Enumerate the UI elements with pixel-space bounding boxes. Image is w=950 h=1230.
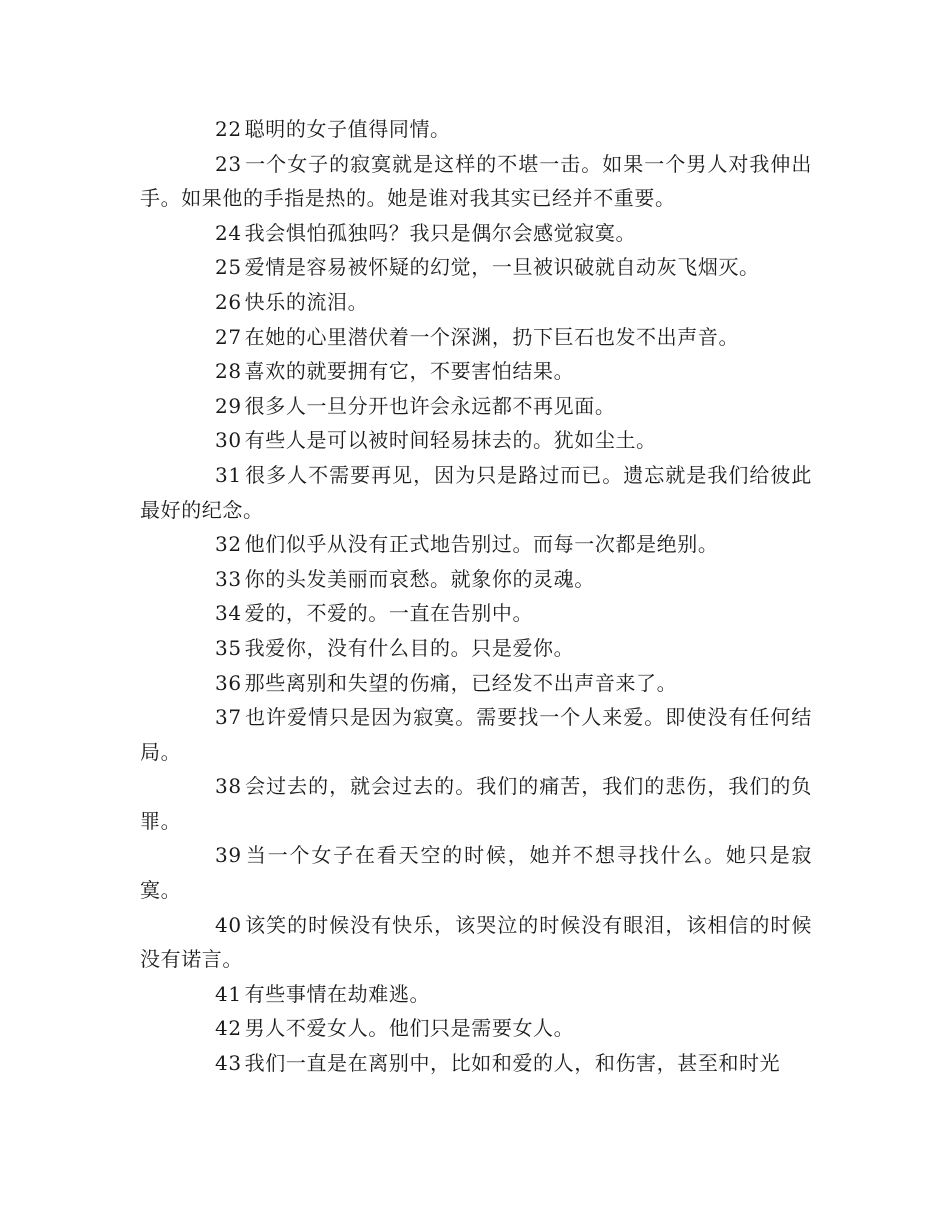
- item-text: 当一个女子在看天空的时候，她并不想寻找什么。她只是寂寞。: [140, 843, 812, 903]
- item-number: 23: [215, 151, 242, 176]
- item-text: 爱的，不爱的。一直在告别中。: [244, 601, 534, 626]
- item-text: 也许爱情只是因为寂寞。需要找一个人来爱。即使没有任何结局。: [140, 705, 812, 764]
- item-number: 27: [215, 324, 242, 349]
- paragraph-37: [140, 700, 812, 769]
- item-text: 那些离别和失望的伤痛，已经发不出声音来了。: [244, 670, 678, 695]
- paragraph-26: [140, 285, 812, 320]
- paragraph-29: [140, 389, 812, 424]
- item-number: 40: [215, 912, 242, 937]
- item-text: 我们一直是在离别中，比如和爱的人，和伤害，甚至和时光: [244, 1051, 781, 1076]
- item-number: 38: [215, 774, 242, 799]
- item-text: 喜欢的就要拥有它，不要害怕结果。: [244, 359, 575, 384]
- item-number: 26: [215, 289, 242, 314]
- paragraph-43: [140, 1046, 812, 1081]
- paragraph-28: [140, 354, 812, 389]
- paragraph-36: [140, 666, 812, 701]
- item-number: 37: [215, 705, 242, 730]
- paragraph-32: [140, 527, 812, 562]
- paragraph-42: [140, 1011, 812, 1046]
- paragraph-33: [140, 562, 812, 597]
- item-number: 25: [215, 255, 242, 280]
- paragraph-30: [140, 423, 812, 458]
- item-number: 41: [215, 981, 242, 1006]
- paragraph-22: [140, 112, 812, 147]
- document-body: [140, 112, 812, 1081]
- item-number: 28: [215, 359, 242, 384]
- paragraph-23: [140, 147, 812, 216]
- paragraph-39: [140, 838, 812, 907]
- item-text: 快乐的流泪。: [244, 289, 369, 314]
- paragraph-34: [140, 596, 812, 631]
- item-text: 有些事情在劫难逃。: [244, 981, 431, 1006]
- item-number: 32: [215, 532, 242, 557]
- paragraph-38: [140, 769, 812, 838]
- item-number: 31: [215, 462, 242, 487]
- item-number: 29: [215, 393, 242, 418]
- item-number: 39: [215, 843, 242, 868]
- item-text: 我爱你，没有什么目的。只是爱你。: [244, 635, 575, 660]
- item-number: 35: [215, 635, 242, 660]
- item-text: 很多人一旦分开也许会永远都不再见面。: [244, 393, 616, 418]
- item-text: 我会惧怕孤独吗？我只是偶尔会感觉寂寞。: [244, 220, 637, 245]
- paragraph-25: [140, 250, 812, 285]
- paragraph-24: [140, 216, 812, 251]
- paragraph-27: [140, 320, 812, 355]
- item-text: 有些人是可以被时间轻易抹去的。犹如尘土。: [244, 428, 657, 453]
- item-text: 会过去的，就会过去的。我们的痛苦，我们的悲伤，我们的负罪。: [140, 774, 812, 833]
- item-text: 他们似乎从没有正式地告别过。而每一次都是绝别。: [244, 532, 719, 557]
- item-text: 很多人不需要再见，因为只是路过而已。遗忘就是我们给彼此最好的纪念。: [140, 462, 812, 522]
- item-text: 男人不爱女人。他们只是需要女人。: [244, 1016, 575, 1041]
- item-text: 爱情是容易被怀疑的幻觉，一旦被识破就自动灰飞烟灭。: [244, 255, 760, 280]
- item-number: 30: [215, 428, 242, 453]
- paragraph-41: [140, 977, 812, 1012]
- paragraph-40: [140, 908, 812, 977]
- item-number: 33: [215, 566, 242, 591]
- item-number: 34: [215, 601, 242, 626]
- item-text: 该笑的时候没有快乐，该哭泣的时候没有眼泪，该相信的时候没有诺言。: [140, 912, 812, 972]
- item-text: 聪明的女子值得同情。: [244, 117, 451, 141]
- item-number: 42: [215, 1016, 242, 1041]
- item-number: 24: [215, 220, 242, 245]
- paragraph-31: [140, 458, 812, 527]
- item-number: 22: [215, 117, 242, 141]
- item-text: 在她的心里潜伏着一个深渊，扔下巨石也发不出声音。: [244, 324, 740, 349]
- item-text: 你的头发美丽而哀愁。就象你的灵魂。: [244, 566, 595, 591]
- item-number: 36: [215, 670, 242, 695]
- item-number: 43: [215, 1051, 242, 1076]
- item-text: 一个女子的寂寞就是这样的不堪一击。如果一个男人对我伸出手。如果他的手指是热的。她是谁对我其实已经并不重要。: [140, 151, 812, 211]
- paragraph-35: [140, 631, 812, 666]
